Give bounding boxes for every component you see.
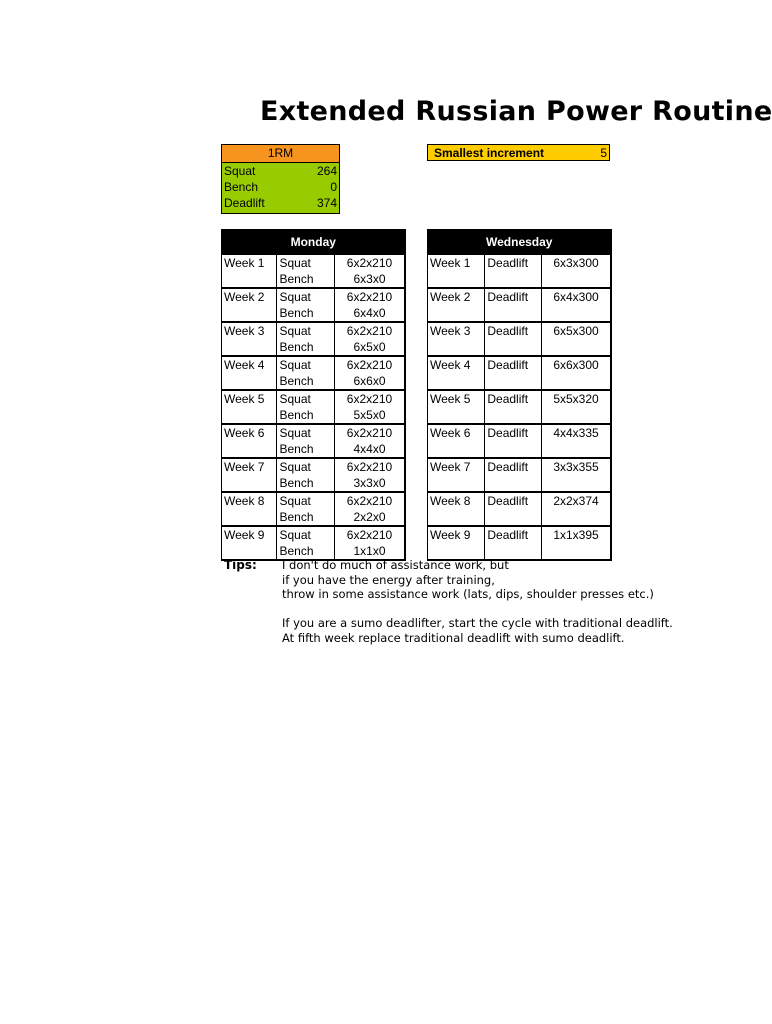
week-cell: Week 3 <box>222 322 277 339</box>
week-cell <box>428 509 485 526</box>
exercise-cell: Squat <box>277 424 335 441</box>
sets-cell[interactable]: 6x2x210 <box>334 390 405 407</box>
week-cell: Week 4 <box>428 356 485 373</box>
exercise-cell: Squat <box>277 492 335 509</box>
week-cell: Week 5 <box>428 390 485 407</box>
sets-cell <box>542 373 611 390</box>
exercise-cell: Bench <box>277 339 335 356</box>
table-row <box>428 407 612 424</box>
table-row <box>428 509 612 526</box>
smallest-increment-value[interactable]: 5 <box>600 146 607 160</box>
exercise-cell: Deadlift <box>485 458 542 475</box>
table-row <box>222 526 406 543</box>
sets-cell <box>542 441 611 458</box>
table-row <box>222 475 406 492</box>
sets-cell[interactable]: 6x2x210 <box>334 322 405 339</box>
sets-cell[interactable]: 6x6x300 <box>542 356 611 373</box>
week-cell <box>428 305 485 322</box>
exercise-cell <box>485 373 542 390</box>
week-cell: Week 2 <box>222 288 277 305</box>
sets-cell[interactable]: 5x5x320 <box>542 390 611 407</box>
week-cell: Week 6 <box>222 424 277 441</box>
one-rm-label: Deadlift <box>224 196 265 210</box>
table-row <box>222 255 406 272</box>
table-row <box>428 271 612 288</box>
monday-header: Monday <box>222 230 406 255</box>
week-cell <box>222 271 277 288</box>
one-rm-value[interactable]: 374 <box>316 196 337 210</box>
monday-table <box>221 229 406 561</box>
one-rm-header: 1RM <box>222 145 339 163</box>
table-row <box>222 509 406 526</box>
table-row <box>222 441 406 458</box>
exercise-cell: Bench <box>277 305 335 322</box>
week-cell: Week 4 <box>222 356 277 373</box>
sets-cell[interactable]: 6x2x210 <box>334 492 405 509</box>
week-cell: Week 2 <box>428 288 485 305</box>
sets-cell[interactable]: 6x5x0 <box>334 339 405 356</box>
week-cell <box>222 339 277 356</box>
sets-cell[interactable]: 6x3x0 <box>334 271 405 288</box>
table-row <box>222 288 406 305</box>
tips-container <box>282 558 673 658</box>
table-row <box>428 373 612 390</box>
exercise-cell: Squat <box>277 322 335 339</box>
table-row <box>428 356 612 373</box>
wednesday-header: Wednesday <box>428 230 612 255</box>
one-rm-box <box>221 144 340 214</box>
table-row <box>222 305 406 322</box>
tips-line: if you have the energy after training, <box>282 572 495 587</box>
sets-cell[interactable]: 3x3x0 <box>334 475 405 492</box>
week-cell <box>222 509 277 526</box>
week-cell <box>428 373 485 390</box>
exercise-cell: Squat <box>277 255 335 272</box>
week-cell <box>428 339 485 356</box>
exercise-cell <box>485 441 542 458</box>
table-row <box>428 305 612 322</box>
table-row <box>428 424 612 441</box>
sets-cell[interactable]: 4x4x0 <box>334 441 405 458</box>
exercise-cell: Squat <box>277 526 335 543</box>
one-rm-value[interactable]: 0 <box>330 180 337 194</box>
exercise-cell: Squat <box>277 390 335 407</box>
sets-cell <box>542 475 611 492</box>
week-cell <box>222 305 277 322</box>
week-cell <box>428 407 485 424</box>
exercise-cell: Deadlift <box>485 526 542 543</box>
exercise-cell: Bench <box>277 271 335 288</box>
one-rm-label: Squat <box>224 164 256 178</box>
week-cell <box>428 475 485 492</box>
sets-cell[interactable]: 1x1x395 <box>542 526 611 543</box>
tips-line: I don't do much of assistance work, but <box>282 558 509 572</box>
sets-cell[interactable]: 1x1x0 <box>334 543 405 560</box>
tips-line: throw in some assistance work (lats, dips, shoulder presses etc.) <box>282 587 654 601</box>
exercise-cell: Squat <box>277 458 335 475</box>
one-rm-row-bench <box>222 179 339 195</box>
week-cell: Week 7 <box>222 458 277 475</box>
sets-cell[interactable]: 6x3x300 <box>542 255 611 272</box>
exercise-cell: Bench <box>277 407 335 424</box>
sets-cell[interactable]: 6x4x0 <box>334 305 405 322</box>
wednesday-table <box>427 229 612 561</box>
exercise-cell <box>485 339 542 356</box>
exercise-cell <box>485 271 542 288</box>
tips-label: Tips: <box>224 558 257 572</box>
table-row <box>428 475 612 492</box>
week-cell: Week 6 <box>428 424 485 441</box>
sets-cell[interactable]: 6x2x210 <box>334 288 405 305</box>
week-cell: Week 5 <box>222 390 277 407</box>
week-cell: Week 9 <box>428 526 485 543</box>
sets-cell[interactable]: 6x2x210 <box>334 458 405 475</box>
sets-cell[interactable]: 6x6x0 <box>334 373 405 390</box>
week-cell <box>222 407 277 424</box>
table-row <box>428 526 612 543</box>
title-container <box>260 92 772 136</box>
exercise-cell: Bench <box>277 509 335 526</box>
table-row <box>428 339 612 356</box>
exercise-cell: Deadlift <box>485 424 542 441</box>
week-cell <box>222 373 277 390</box>
smallest-increment-box <box>427 144 610 161</box>
exercise-cell: Squat <box>277 356 335 373</box>
tips-line: At fifth week replace traditional deadlift with sumo deadlift. <box>282 630 625 645</box>
week-cell <box>222 441 277 458</box>
exercise-cell: Bench <box>277 373 335 390</box>
sets-cell[interactable]: 6x2x210 <box>334 424 405 441</box>
week-cell: Week 7 <box>428 458 485 475</box>
exercise-cell: Deadlift <box>485 390 542 407</box>
sets-cell <box>542 339 611 356</box>
sets-cell <box>542 271 611 288</box>
table-row <box>428 492 612 509</box>
sets-cell[interactable]: 6x5x300 <box>542 322 611 339</box>
sets-cell <box>542 305 611 322</box>
week-cell: Week 8 <box>428 492 485 509</box>
exercise-cell: Deadlift <box>485 356 542 373</box>
table-row <box>222 407 406 424</box>
week-cell: Week 3 <box>428 322 485 339</box>
sets-cell[interactable]: 5x5x0 <box>334 407 405 424</box>
table-row <box>428 441 612 458</box>
table-row <box>428 255 612 272</box>
table-row <box>428 458 612 475</box>
tips-line: If you are a sumo deadlifter, start the cycle with traditional deadlift. <box>282 616 673 630</box>
week-cell <box>428 271 485 288</box>
exercise-cell <box>485 509 542 526</box>
exercise-cell: Bench <box>277 475 335 492</box>
table-row <box>222 458 406 475</box>
week-cell: Week 1 <box>428 255 485 272</box>
exercise-cell <box>485 305 542 322</box>
page-title: Extended Russian Power Routine <box>260 96 772 127</box>
exercise-cell: Deadlift <box>485 255 542 272</box>
week-cell <box>428 441 485 458</box>
table-row <box>222 424 406 441</box>
exercise-cell <box>485 407 542 424</box>
sets-cell[interactable]: 6x2x210 <box>334 526 405 543</box>
sets-cell[interactable]: 4x4x335 <box>542 424 611 441</box>
table-row <box>222 373 406 390</box>
table-row <box>428 322 612 339</box>
table-row <box>222 322 406 339</box>
sets-cell[interactable]: 2x2x0 <box>334 509 405 526</box>
sets-cell[interactable]: 6x4x300 <box>542 288 611 305</box>
one-rm-value[interactable]: 264 <box>316 164 337 178</box>
sets-cell <box>542 509 611 526</box>
smallest-increment-label: Smallest increment <box>434 146 545 160</box>
table-row <box>222 271 406 288</box>
week-cell <box>222 475 277 492</box>
one-rm-label: Bench <box>224 180 259 194</box>
exercise-cell <box>485 475 542 492</box>
exercise-cell: Deadlift <box>485 288 542 305</box>
week-cell: Week 8 <box>222 492 277 509</box>
sets-cell[interactable]: 2x2x374 <box>542 492 611 509</box>
exercise-cell: Bench <box>277 543 335 560</box>
table-row <box>428 390 612 407</box>
table-row <box>222 390 406 407</box>
table-row <box>222 492 406 509</box>
exercise-cell: Deadlift <box>485 492 542 509</box>
exercise-cell: Squat <box>277 288 335 305</box>
exercise-cell: Deadlift <box>485 322 542 339</box>
week-cell: Week 1 <box>222 255 277 272</box>
table-row <box>222 339 406 356</box>
table-row <box>222 356 406 373</box>
sets-cell[interactable]: 6x2x210 <box>334 356 405 373</box>
sets-cell[interactable]: 6x2x210 <box>334 255 405 272</box>
week-cell: Week 9 <box>222 526 277 543</box>
sets-cell <box>542 407 611 424</box>
sets-cell[interactable]: 3x3x355 <box>542 458 611 475</box>
one-rm-row-squat <box>222 163 339 179</box>
exercise-cell: Bench <box>277 441 335 458</box>
table-row <box>428 288 612 305</box>
one-rm-row-deadlift <box>222 195 339 213</box>
